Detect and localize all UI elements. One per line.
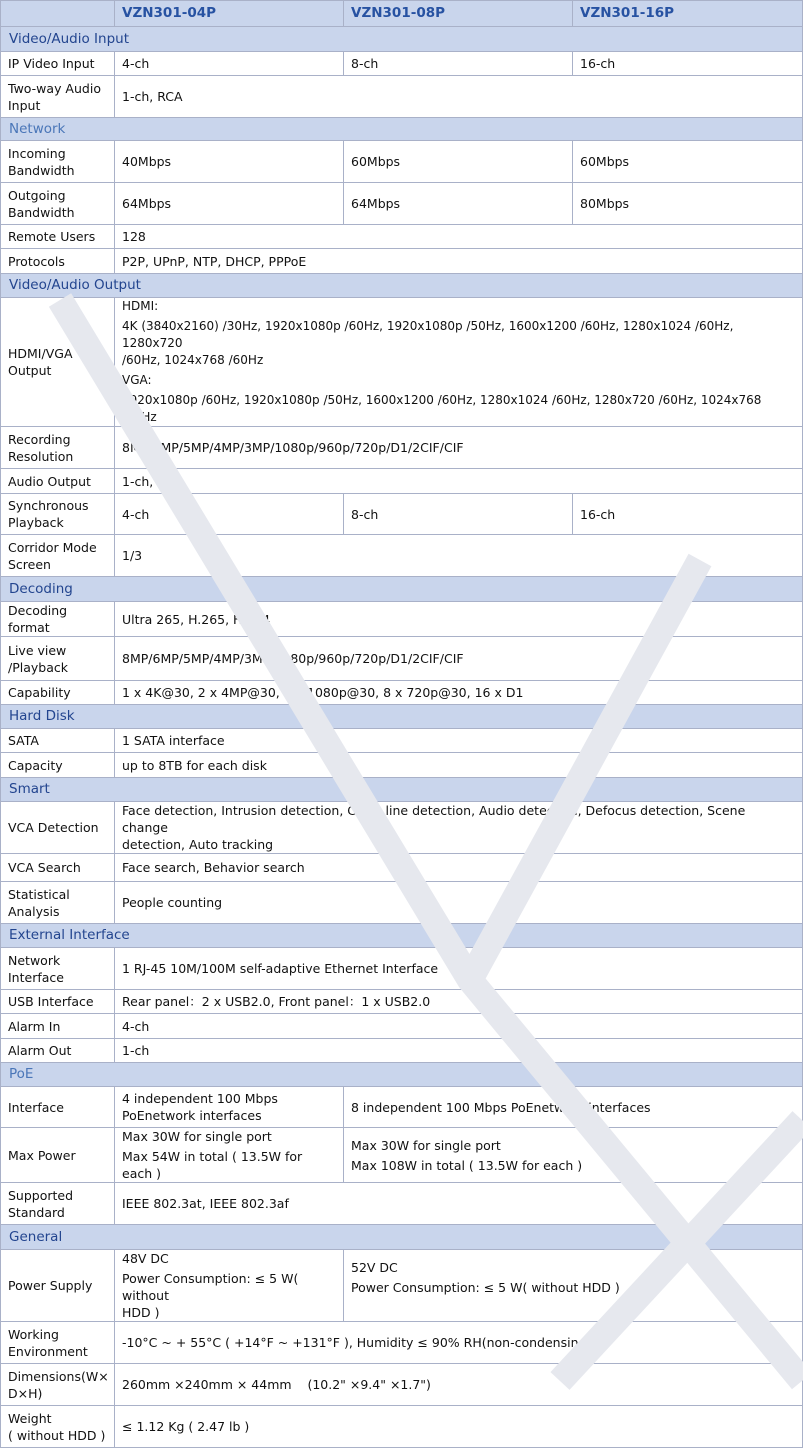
row-value: Rear panel：2 x USB2.0, Front panel：1 x USB2.0 (115, 990, 803, 1014)
row-label-line: /Playback (8, 659, 68, 675)
row-label-line: HDMI/VGA (8, 346, 73, 361)
row-value (115, 1128, 344, 1183)
row-label (1, 1183, 115, 1225)
row-label: SATA (1, 729, 115, 753)
row-value: 60Mbps (344, 141, 573, 183)
row-value: 8-ch (344, 52, 573, 76)
row-value-line: Face detection, Intrusion detection, Cross line detection, Audio detection, Defocus detection, Scene change (122, 803, 746, 835)
row-label-line: Synchronous (8, 498, 89, 513)
row-value: 60Mbps (573, 141, 803, 183)
row-value-line: 4 independent 100 Mbps (122, 1091, 278, 1106)
row-label-line: Supported (8, 1187, 74, 1203)
section-title: Network (1, 118, 803, 141)
row-value: IEEE 802.3at, IEEE 802.3af (115, 1183, 803, 1225)
section-title: Smart (1, 778, 803, 802)
row-label: Capacity (1, 753, 115, 778)
table-row (1, 249, 803, 274)
section-header (1, 1063, 803, 1087)
table-row (1, 298, 803, 427)
row-value-line: Power Consumption: ≤ 5 W( without HDD ) (351, 1279, 620, 1295)
row-value (115, 1087, 344, 1128)
row-value: 8MP/6MP/5MP/4MP/3MP/1080p/960p/720p/D1/2CIF/CIF (115, 427, 803, 469)
row-value: 4-ch (115, 494, 344, 535)
row-value-line: 52V DC (351, 1259, 398, 1275)
row-label-line: Statistical (8, 886, 70, 902)
row-value (115, 298, 803, 427)
row-value (115, 1250, 344, 1322)
table-row (1, 76, 803, 118)
row-label (1, 1364, 115, 1406)
vga-value: 1920x1080p /60Hz, 1920x1080p /50Hz, 1600x1200 /60Hz, 1280x1024 /60Hz, 1280x720 /60Hz, 1024x768 /60Hz (122, 393, 762, 424)
row-label-line: Interface (8, 969, 64, 985)
row-value (344, 1128, 803, 1183)
section-header (1, 1225, 803, 1250)
row-value-line: Power Consumption: ≤ 5 W( without (122, 1271, 299, 1303)
table-row (1, 753, 803, 778)
section-title: PoE (1, 1063, 803, 1087)
table-row (1, 469, 803, 494)
row-value-line: HDD ) (122, 1305, 160, 1320)
row-label (1, 1406, 115, 1448)
row-label: IP Video Input (1, 52, 115, 76)
row-label (1, 637, 115, 681)
row-value: Ultra 265, H.265, H.264 (115, 602, 803, 637)
row-value: 8-ch (344, 494, 573, 535)
section-header (1, 274, 803, 298)
table-row (1, 225, 803, 249)
section-title: Hard Disk (1, 705, 803, 729)
row-label (1, 494, 115, 535)
row-label-line: Dimensions(W× (8, 1368, 109, 1384)
row-label (1, 535, 115, 577)
row-value (115, 802, 803, 854)
row-label: Protocols (1, 249, 115, 274)
row-label-line: ( without HDD ) (8, 1427, 106, 1443)
row-value: 1 RJ-45 10M/100M self-adaptive Ethernet Interface (115, 948, 803, 990)
table-row (1, 494, 803, 535)
section-header (1, 27, 803, 52)
row-value-line: 48V DC (122, 1251, 169, 1266)
row-value: 1 SATA interface (115, 729, 803, 753)
row-value: 64Mbps (115, 183, 344, 225)
section-header (1, 118, 803, 141)
model-name: VZN301-08P (344, 1, 573, 27)
row-label-line: Bandwidth (8, 162, 75, 178)
section-title: Decoding (1, 577, 803, 602)
row-label-line: Playback (8, 515, 64, 530)
section-header (1, 705, 803, 729)
row-label: VCA Detection (1, 802, 115, 854)
table-row (1, 1406, 803, 1448)
section-title: External Interface (1, 924, 803, 948)
table-row (1, 1014, 803, 1039)
table-row (1, 802, 803, 854)
table-row (1, 1250, 803, 1322)
table-row (1, 854, 803, 882)
section-title: Video/Audio Input (1, 27, 803, 52)
row-value: 80Mbps (573, 183, 803, 225)
vga-title: VGA: (122, 373, 152, 387)
row-label: USB Interface (1, 990, 115, 1014)
row-label-line: Analysis (8, 903, 60, 919)
section-header (1, 924, 803, 948)
row-value: People counting (115, 882, 803, 924)
row-value: 1 x 4K@30, 2 x 4MP@30, 4 x 1080p@30, 8 x 720p@30, 16 x D1 (115, 681, 803, 705)
table-row (1, 1087, 803, 1128)
row-label-line: Resolution (8, 448, 74, 464)
row-value: -10°C ~ + 55°C ( +14°F ~ +131°F ), Humidity ≤ 90% RH(non-condensing) (115, 1322, 803, 1364)
table-row (1, 602, 803, 637)
row-value: 64Mbps (344, 183, 573, 225)
table-row (1, 729, 803, 753)
table-row (1, 637, 803, 681)
hdmi-value-line: /60Hz, 1024x768 /60Hz (122, 353, 264, 367)
model-header-row (1, 1, 803, 27)
row-label: Remote Users (1, 225, 115, 249)
row-value: 1-ch, RCA (115, 76, 803, 118)
row-label-line: Weight (8, 1410, 52, 1426)
row-value: 40Mbps (115, 141, 344, 183)
section-title: Video/Audio Output (1, 274, 803, 298)
row-label: Capability (1, 681, 115, 705)
header-empty-cell (1, 1, 115, 27)
model-name: VZN301-04P (115, 1, 344, 27)
row-label: Alarm Out (1, 1039, 115, 1063)
row-label-line: Screen (8, 556, 51, 572)
row-value: 16-ch (573, 494, 803, 535)
table-row (1, 1039, 803, 1063)
row-value: up to 8TB for each disk (115, 753, 803, 778)
row-label (1, 948, 115, 990)
table-row (1, 1364, 803, 1406)
row-label (1, 76, 115, 118)
section-title: General (1, 1225, 803, 1250)
row-value: 1-ch (115, 1039, 803, 1063)
row-value: 8 independent 100 Mbps PoEnetwork interfaces (344, 1087, 803, 1128)
row-value (344, 1250, 803, 1322)
row-label (1, 298, 115, 427)
table-row (1, 990, 803, 1014)
table-row (1, 427, 803, 469)
row-label: Alarm In (1, 1014, 115, 1039)
row-label-line: Outgoing (8, 187, 66, 203)
row-label: Decoding format (1, 602, 115, 637)
model-name: VZN301-16P (573, 1, 803, 27)
row-value-line: Max 108W in total ( 13.5W for each ) (351, 1157, 583, 1173)
row-value-line: PoEnetwork interfaces (122, 1108, 262, 1123)
row-label-line: Corridor Mode (8, 539, 97, 555)
row-label (1, 427, 115, 469)
row-value: 128 (115, 225, 803, 249)
table-row (1, 535, 803, 577)
row-label-line: Environment (8, 1343, 88, 1359)
row-label: VCA Search (1, 854, 115, 882)
table-row (1, 1322, 803, 1364)
table-row (1, 141, 803, 183)
row-value-line: Max 30W for single port (122, 1129, 272, 1144)
table-row (1, 1183, 803, 1225)
row-label (1, 882, 115, 924)
row-label-line: D×H) (8, 1385, 43, 1401)
row-value: 1/3 (115, 535, 803, 577)
row-label-line: Live view (8, 642, 67, 658)
row-label-line: Working (8, 1326, 59, 1342)
row-label: Interface (1, 1087, 115, 1128)
row-label: Max Power (1, 1128, 115, 1183)
row-value: 260mm ×240mm × 44mm (10.2" ×9.4" ×1.7") (115, 1364, 803, 1406)
row-value: 1-ch, RCA (115, 469, 803, 494)
row-value: ≤ 1.12 Kg ( 2.47 lb ) (115, 1406, 803, 1448)
row-value: P2P, UPnP, NTP, DHCP, PPPoE (115, 249, 803, 274)
hdmi-value-line: 4K (3840x2160) /30Hz, 1920x1080p /60Hz, 1920x1080p /50Hz, 1600x1200 /60Hz, 1280x1024 /60Hz, 1280x720 (122, 319, 734, 350)
row-label (1, 183, 115, 225)
row-label-line: Two-way Audio (8, 80, 101, 96)
row-value: 8MP/6MP/5MP/4MP/3MP/1080p/960p/720p/D1/2CIF/CIF (115, 637, 803, 681)
table-row (1, 681, 803, 705)
row-label-line: Output (8, 363, 52, 378)
row-label (1, 141, 115, 183)
table-row (1, 52, 803, 76)
table-row (1, 183, 803, 225)
row-label (1, 1322, 115, 1364)
hdmi-title: HDMI: (122, 299, 159, 313)
row-label-line: Incoming (8, 145, 66, 161)
row-label-line: Standard (8, 1204, 65, 1220)
table-row (1, 948, 803, 990)
table-row (1, 882, 803, 924)
table-row (1, 1128, 803, 1183)
row-label-line: Bandwidth (8, 204, 75, 220)
row-value-line: Max 54W in total ( 13.5W for each ) (122, 1149, 303, 1181)
row-value-line: Max 30W for single port (351, 1137, 501, 1153)
row-label: Power Supply (1, 1250, 115, 1322)
row-label-line: Recording (8, 431, 71, 447)
row-value: 4-ch (115, 1014, 803, 1039)
row-label-line: Network (8, 952, 61, 968)
row-value: 16-ch (573, 52, 803, 76)
row-label-line: Input (8, 97, 41, 113)
row-value: Face search, Behavior search (115, 854, 803, 882)
row-value: 4-ch (115, 52, 344, 76)
row-label: Audio Output (1, 469, 115, 494)
section-header (1, 778, 803, 802)
section-header (1, 577, 803, 602)
row-value-line: detection, Auto tracking (122, 837, 274, 852)
